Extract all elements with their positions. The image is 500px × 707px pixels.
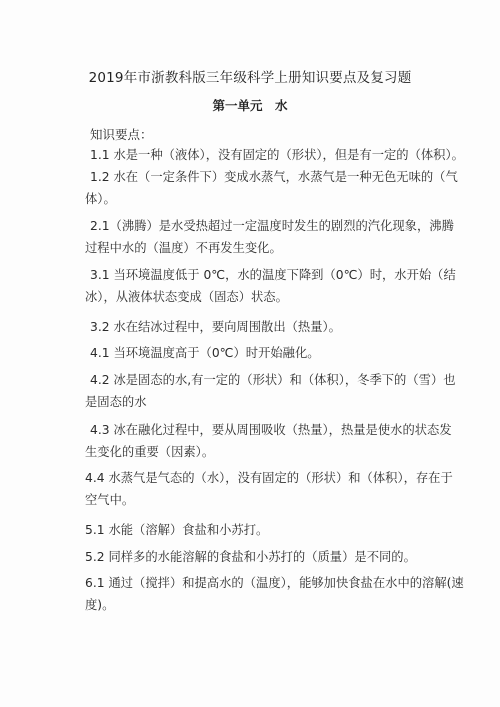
knowledge-item-3-1: 3.1 当环境温度低于 0℃，水的温度下降到（0℃）时，水开始（结 冰），从液体状态变成（固态）状态。: [85, 268, 456, 304]
knowledge-item-6-1: 6.1 通过（搅拌）和提高水的（温度），能够加快食盐在水中的溶解(速 度)。: [85, 576, 464, 612]
document-title: 2019年市浙教科版三年级科学上册知识要点及复习题: [88, 70, 412, 86]
knowledge-item-3-2: 3.2 水在结冰过程中，要向周围散出（热量）。: [90, 320, 341, 334]
unit-heading: 第一单元 水: [212, 98, 288, 113]
knowledge-item-2-1: 2.1（沸腾）是水受热超过一定温度时发生的剧烈的汽化现象，沸腾 过程中水的（温度）不再发生变化。: [85, 219, 454, 255]
knowledge-item-1-2: 1.2 水在（一定条件下）变成水蒸气，水蒸气是一种无色无味的（气 体）。: [85, 170, 458, 206]
section-heading: 知识要点：: [90, 127, 153, 142]
knowledge-item-5-2: 5.2 同样多的水能溶解的食盐和小苏打的（质量）是不同的。: [85, 550, 416, 564]
knowledge-item-1-1: 1.1 水是一种（液体），没有固定的（形状），但是有一定的（体积）。: [90, 148, 464, 162]
knowledge-item-4-2: 4.2 冰是固态的水,有一定的（形状）和（体积），冬季下的（雪）也 是固态的水: [85, 373, 456, 409]
knowledge-item-4-3: 4.3 冰在融化过程中，要从周围吸收（热量），热量是使水的状态发 生变化的重要（因素）。: [85, 423, 452, 459]
knowledge-item-4-1: 4.1 当环境温度高于（0℃）时开始融化。: [90, 346, 320, 360]
knowledge-item-5-1: 5.1 水能（溶解）食盐和小苏打。: [85, 523, 269, 537]
knowledge-item-4-4: 4.4 水蒸气是气态的（水），没有固定的（形状）和（体积），存在于 空气中。: [85, 471, 453, 507]
